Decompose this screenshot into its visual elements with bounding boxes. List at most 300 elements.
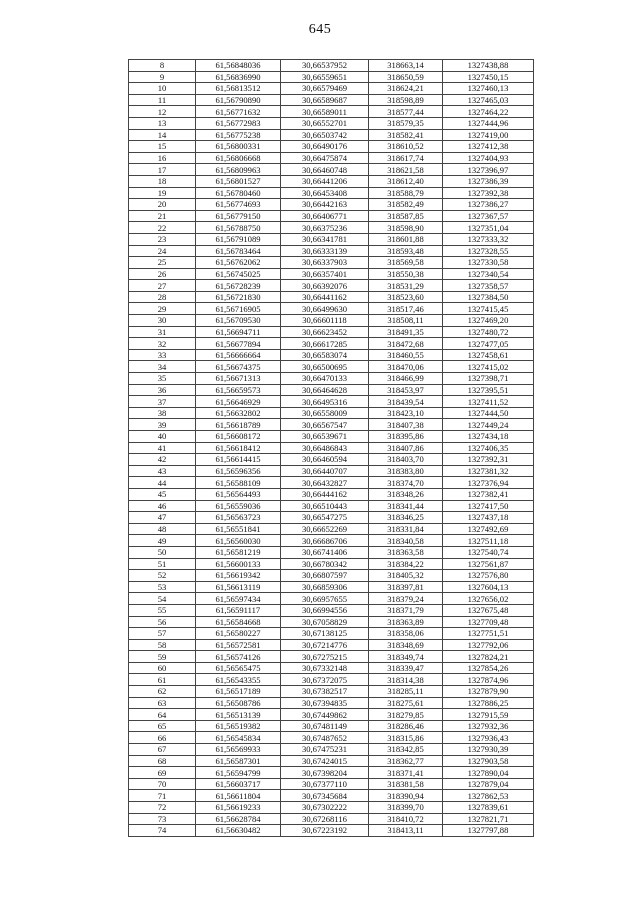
- y-coordinate-cell: 1327395,51: [443, 384, 534, 396]
- table-row: [129, 257, 534, 269]
- y-coordinate-cell: 1327561,87: [443, 558, 534, 570]
- longitude-cell: 30,67332148: [281, 662, 369, 674]
- longitude-cell: 30,66559651: [281, 71, 369, 83]
- table-row: [129, 164, 534, 176]
- table-row: [129, 546, 534, 558]
- x-coordinate-cell: 318650,59: [369, 71, 443, 83]
- longitude-cell: 30,66406771: [281, 210, 369, 222]
- table-row: [129, 686, 534, 698]
- latitude-cell: 61,56646929: [196, 396, 281, 408]
- y-coordinate-cell: 1327417,50: [443, 500, 534, 512]
- table-row: [129, 651, 534, 663]
- x-coordinate-cell: 318407,86: [369, 442, 443, 454]
- latitude-cell: 61,56574126: [196, 651, 281, 663]
- table-row: [129, 570, 534, 582]
- latitude-cell: 61,56771632: [196, 106, 281, 118]
- point-number-cell: 48: [129, 523, 196, 535]
- y-coordinate-cell: 1327930,39: [443, 744, 534, 756]
- point-number-cell: 12: [129, 106, 196, 118]
- x-coordinate-cell: 318279,85: [369, 709, 443, 721]
- x-coordinate-cell: 318286,46: [369, 720, 443, 732]
- y-coordinate-cell: 1327932,36: [443, 720, 534, 732]
- latitude-cell: 61,56848036: [196, 60, 281, 72]
- point-number-cell: 71: [129, 790, 196, 802]
- y-coordinate-cell: 1327492,69: [443, 523, 534, 535]
- longitude-cell: 30,66617285: [281, 338, 369, 350]
- latitude-cell: 61,56581219: [196, 546, 281, 558]
- point-number-cell: 38: [129, 407, 196, 419]
- latitude-cell: 61,56584668: [196, 616, 281, 628]
- table-row: [129, 349, 534, 361]
- table-row: [129, 117, 534, 129]
- table-row: [129, 523, 534, 535]
- latitude-cell: 61,56614415: [196, 454, 281, 466]
- x-coordinate-cell: 318410,72: [369, 813, 443, 825]
- y-coordinate-cell: 1327444,50: [443, 407, 534, 419]
- page-number: 645: [308, 22, 332, 37]
- longitude-cell: 30,66460748: [281, 164, 369, 176]
- table-row: [129, 697, 534, 709]
- y-coordinate-cell: 1327392,38: [443, 187, 534, 199]
- point-number-cell: 23: [129, 233, 196, 245]
- point-number-cell: 21: [129, 210, 196, 222]
- y-coordinate-cell: 1327511,18: [443, 535, 534, 547]
- latitude-cell: 61,56600133: [196, 558, 281, 570]
- x-coordinate-cell: 318399,70: [369, 802, 443, 814]
- longitude-cell: 30,66589011: [281, 106, 369, 118]
- y-coordinate-cell: 1327879,90: [443, 686, 534, 698]
- point-number-cell: 73: [129, 813, 196, 825]
- y-coordinate-cell: 1327797,88: [443, 825, 534, 837]
- longitude-cell: 30,67382517: [281, 686, 369, 698]
- longitude-cell: 30,66583074: [281, 349, 369, 361]
- y-coordinate-cell: 1327890,04: [443, 767, 534, 779]
- latitude-cell: 61,56772983: [196, 117, 281, 129]
- latitude-cell: 61,56613119: [196, 581, 281, 593]
- table-row: [129, 233, 534, 245]
- y-coordinate-cell: 1327419,00: [443, 129, 534, 141]
- longitude-cell: 30,66442163: [281, 199, 369, 211]
- point-number-cell: 50: [129, 546, 196, 558]
- latitude-cell: 61,56572581: [196, 639, 281, 651]
- longitude-cell: 30,66539671: [281, 431, 369, 443]
- x-coordinate-cell: 318587,85: [369, 210, 443, 222]
- point-number-cell: 18: [129, 175, 196, 187]
- y-coordinate-cell: 1327434,18: [443, 431, 534, 443]
- y-coordinate-cell: 1327465,03: [443, 94, 534, 106]
- table-row: [129, 442, 534, 454]
- longitude-cell: 30,67394835: [281, 697, 369, 709]
- table-row: [129, 662, 534, 674]
- point-number-cell: 32: [129, 338, 196, 350]
- y-coordinate-cell: 1327854,26: [443, 662, 534, 674]
- table-row: [129, 396, 534, 408]
- latitude-cell: 61,56677894: [196, 338, 281, 350]
- latitude-cell: 61,56603717: [196, 778, 281, 790]
- latitude-cell: 61,56517189: [196, 686, 281, 698]
- point-number-cell: 28: [129, 291, 196, 303]
- latitude-cell: 61,56618789: [196, 419, 281, 431]
- point-number-cell: 31: [129, 326, 196, 338]
- latitude-cell: 61,56619342: [196, 570, 281, 582]
- x-coordinate-cell: 318371,41: [369, 767, 443, 779]
- longitude-cell: 30,67424015: [281, 755, 369, 767]
- table-row: [129, 419, 534, 431]
- x-coordinate-cell: 318453,97: [369, 384, 443, 396]
- y-coordinate-cell: 1327340,54: [443, 268, 534, 280]
- y-coordinate-cell: 1327412,38: [443, 141, 534, 153]
- longitude-cell: 30,66859306: [281, 581, 369, 593]
- latitude-cell: 61,56597434: [196, 593, 281, 605]
- latitude-cell: 61,56836990: [196, 71, 281, 83]
- point-number-cell: 40: [129, 431, 196, 443]
- table-row: [129, 303, 534, 315]
- point-number-cell: 15: [129, 141, 196, 153]
- y-coordinate-cell: 1327469,20: [443, 315, 534, 327]
- x-coordinate-cell: 318348,26: [369, 488, 443, 500]
- x-coordinate-cell: 318569,58: [369, 257, 443, 269]
- x-coordinate-cell: 318371,79: [369, 604, 443, 616]
- point-number-cell: 65: [129, 720, 196, 732]
- y-coordinate-cell: 1327367,57: [443, 210, 534, 222]
- point-number-cell: 54: [129, 593, 196, 605]
- y-coordinate-cell: 1327406,35: [443, 442, 534, 454]
- y-coordinate-cell: 1327351,04: [443, 222, 534, 234]
- y-coordinate-cell: 1327386,39: [443, 175, 534, 187]
- table-row: [129, 199, 534, 211]
- table-row: [129, 94, 534, 106]
- y-coordinate-cell: 1327411,52: [443, 396, 534, 408]
- latitude-cell: 61,56630482: [196, 825, 281, 837]
- longitude-cell: 30,66503742: [281, 129, 369, 141]
- x-coordinate-cell: 318275,61: [369, 697, 443, 709]
- x-coordinate-cell: 318348,69: [369, 639, 443, 651]
- point-number-cell: 20: [129, 199, 196, 211]
- x-coordinate-cell: 318413,11: [369, 825, 443, 837]
- longitude-cell: 30,66440707: [281, 465, 369, 477]
- y-coordinate-cell: 1327839,61: [443, 802, 534, 814]
- point-number-cell: 60: [129, 662, 196, 674]
- table-row: [129, 604, 534, 616]
- y-coordinate-cell: 1327862,53: [443, 790, 534, 802]
- x-coordinate-cell: 318466,99: [369, 373, 443, 385]
- longitude-cell: 30,66499630: [281, 303, 369, 315]
- x-coordinate-cell: 318403,70: [369, 454, 443, 466]
- x-coordinate-cell: 318610,52: [369, 141, 443, 153]
- table-row: [129, 141, 534, 153]
- point-number-cell: 57: [129, 628, 196, 640]
- latitude-cell: 61,56774693: [196, 199, 281, 211]
- table-row: [129, 83, 534, 95]
- y-coordinate-cell: 1327540,74: [443, 546, 534, 558]
- x-coordinate-cell: 318395,86: [369, 431, 443, 443]
- y-coordinate-cell: 1327576,80: [443, 570, 534, 582]
- longitude-cell: 30,67345684: [281, 790, 369, 802]
- x-coordinate-cell: 318381,58: [369, 778, 443, 790]
- y-coordinate-cell: 1327449,24: [443, 419, 534, 431]
- latitude-cell: 61,56632802: [196, 407, 281, 419]
- latitude-cell: 61,56519382: [196, 720, 281, 732]
- y-coordinate-cell: 1327415,02: [443, 361, 534, 373]
- table-row: [129, 628, 534, 640]
- y-coordinate-cell: 1327460,13: [443, 83, 534, 95]
- longitude-cell: 30,66623452: [281, 326, 369, 338]
- longitude-cell: 30,66807597: [281, 570, 369, 582]
- longitude-cell: 30,67487652: [281, 732, 369, 744]
- y-coordinate-cell: 1327376,94: [443, 477, 534, 489]
- y-coordinate-cell: 1327915,59: [443, 709, 534, 721]
- point-number-cell: 22: [129, 222, 196, 234]
- x-coordinate-cell: 318363,58: [369, 546, 443, 558]
- latitude-cell: 61,56745025: [196, 268, 281, 280]
- table-row: [129, 407, 534, 419]
- latitude-cell: 61,56779150: [196, 210, 281, 222]
- x-coordinate-cell: 318523,60: [369, 291, 443, 303]
- latitude-cell: 61,56694711: [196, 326, 281, 338]
- x-coordinate-cell: 318315,86: [369, 732, 443, 744]
- latitude-cell: 61,56594799: [196, 767, 281, 779]
- longitude-cell: 30,66652269: [281, 523, 369, 535]
- point-number-cell: 47: [129, 512, 196, 524]
- point-number-cell: 35: [129, 373, 196, 385]
- table-row: [129, 778, 534, 790]
- longitude-cell: 30,67058829: [281, 616, 369, 628]
- longitude-cell: 30,66567547: [281, 419, 369, 431]
- x-coordinate-cell: 318601,88: [369, 233, 443, 245]
- y-coordinate-cell: 1327751,51: [443, 628, 534, 640]
- x-coordinate-cell: 318285,11: [369, 686, 443, 698]
- point-number-cell: 37: [129, 396, 196, 408]
- latitude-cell: 61,56587301: [196, 755, 281, 767]
- table-row: [129, 60, 534, 72]
- table-row: [129, 813, 534, 825]
- table-row: [129, 535, 534, 547]
- latitude-cell: 61,56596356: [196, 465, 281, 477]
- latitude-cell: 61,56611804: [196, 790, 281, 802]
- y-coordinate-cell: 1327903,58: [443, 755, 534, 767]
- x-coordinate-cell: 318621,58: [369, 164, 443, 176]
- coordinates-table: [128, 59, 534, 837]
- table-row: [129, 268, 534, 280]
- longitude-cell: 30,66341781: [281, 233, 369, 245]
- longitude-cell: 30,67275215: [281, 651, 369, 663]
- x-coordinate-cell: 318577,44: [369, 106, 443, 118]
- point-number-cell: 66: [129, 732, 196, 744]
- x-coordinate-cell: 318331,84: [369, 523, 443, 535]
- latitude-cell: 61,56560030: [196, 535, 281, 547]
- y-coordinate-cell: 1327396,97: [443, 164, 534, 176]
- table-row: [129, 315, 534, 327]
- table-row: [129, 558, 534, 570]
- table-row: [129, 674, 534, 686]
- latitude-cell: 61,56580227: [196, 628, 281, 640]
- table-row: [129, 291, 534, 303]
- table-row: [129, 488, 534, 500]
- point-number-cell: 56: [129, 616, 196, 628]
- table-row: [129, 454, 534, 466]
- latitude-cell: 61,56543355: [196, 674, 281, 686]
- point-number-cell: 53: [129, 581, 196, 593]
- y-coordinate-cell: 1327398,71: [443, 373, 534, 385]
- longitude-cell: 30,66500695: [281, 361, 369, 373]
- point-number-cell: 8: [129, 60, 196, 72]
- latitude-cell: 61,56588109: [196, 477, 281, 489]
- longitude-cell: 30,67475231: [281, 744, 369, 756]
- x-coordinate-cell: 318470,06: [369, 361, 443, 373]
- longitude-cell: 30,67223192: [281, 825, 369, 837]
- table-row: [129, 280, 534, 292]
- longitude-cell: 30,67377110: [281, 778, 369, 790]
- longitude-cell: 30,66357401: [281, 268, 369, 280]
- point-number-cell: 70: [129, 778, 196, 790]
- table-row: [129, 720, 534, 732]
- latitude-cell: 61,56564493: [196, 488, 281, 500]
- table-row: [129, 767, 534, 779]
- point-number-cell: 49: [129, 535, 196, 547]
- longitude-cell: 30,66441162: [281, 291, 369, 303]
- y-coordinate-cell: 1327879,04: [443, 778, 534, 790]
- x-coordinate-cell: 318579,35: [369, 117, 443, 129]
- latitude-cell: 61,56565475: [196, 662, 281, 674]
- y-coordinate-cell: 1327936,43: [443, 732, 534, 744]
- x-coordinate-cell: 318379,24: [369, 593, 443, 605]
- x-coordinate-cell: 318340,58: [369, 535, 443, 547]
- latitude-cell: 61,56790890: [196, 94, 281, 106]
- longitude-cell: 30,67481149: [281, 720, 369, 732]
- point-number-cell: 11: [129, 94, 196, 106]
- point-number-cell: 30: [129, 315, 196, 327]
- point-number-cell: 26: [129, 268, 196, 280]
- y-coordinate-cell: 1327675,48: [443, 604, 534, 616]
- x-coordinate-cell: 318314,38: [369, 674, 443, 686]
- point-number-cell: 69: [129, 767, 196, 779]
- latitude-cell: 61,56791089: [196, 233, 281, 245]
- y-coordinate-cell: 1327384,50: [443, 291, 534, 303]
- table-row: [129, 152, 534, 164]
- point-number-cell: 61: [129, 674, 196, 686]
- longitude-cell: 30,66490176: [281, 141, 369, 153]
- point-number-cell: 42: [129, 454, 196, 466]
- y-coordinate-cell: 1327709,48: [443, 616, 534, 628]
- latitude-cell: 61,56806668: [196, 152, 281, 164]
- x-coordinate-cell: 318598,89: [369, 94, 443, 106]
- longitude-cell: 30,67302222: [281, 802, 369, 814]
- latitude-cell: 61,56775238: [196, 129, 281, 141]
- y-coordinate-cell: 1327358,57: [443, 280, 534, 292]
- longitude-cell: 30,66547275: [281, 512, 369, 524]
- y-coordinate-cell: 1327392,31: [443, 454, 534, 466]
- latitude-cell: 61,56563723: [196, 512, 281, 524]
- x-coordinate-cell: 318582,49: [369, 199, 443, 211]
- latitude-cell: 61,56721830: [196, 291, 281, 303]
- x-coordinate-cell: 318460,55: [369, 349, 443, 361]
- latitude-cell: 61,56619233: [196, 802, 281, 814]
- x-coordinate-cell: 318349,74: [369, 651, 443, 663]
- point-number-cell: 44: [129, 477, 196, 489]
- table-row: [129, 361, 534, 373]
- longitude-cell: 30,66486843: [281, 442, 369, 454]
- longitude-cell: 30,66589687: [281, 94, 369, 106]
- latitude-cell: 61,56813512: [196, 83, 281, 95]
- latitude-cell: 61,56783464: [196, 245, 281, 257]
- table-row: [129, 581, 534, 593]
- x-coordinate-cell: 318472,68: [369, 338, 443, 350]
- longitude-cell: 30,66464628: [281, 384, 369, 396]
- point-number-cell: 43: [129, 465, 196, 477]
- y-coordinate-cell: 1327444,96: [443, 117, 534, 129]
- table-row: [129, 175, 534, 187]
- x-coordinate-cell: 318405,32: [369, 570, 443, 582]
- latitude-cell: 61,56513139: [196, 709, 281, 721]
- longitude-cell: 30,66470133: [281, 373, 369, 385]
- longitude-cell: 30,66432827: [281, 477, 369, 489]
- point-number-cell: 41: [129, 442, 196, 454]
- y-coordinate-cell: 1327333,32: [443, 233, 534, 245]
- longitude-cell: 30,67214776: [281, 639, 369, 651]
- x-coordinate-cell: 318517,46: [369, 303, 443, 315]
- longitude-cell: 30,66558009: [281, 407, 369, 419]
- latitude-cell: 61,56709530: [196, 315, 281, 327]
- latitude-cell: 61,56608172: [196, 431, 281, 443]
- point-number-cell: 19: [129, 187, 196, 199]
- longitude-cell: 30,66552701: [281, 117, 369, 129]
- x-coordinate-cell: 318612,40: [369, 175, 443, 187]
- x-coordinate-cell: 318363,89: [369, 616, 443, 628]
- point-number-cell: 63: [129, 697, 196, 709]
- table-row: [129, 709, 534, 721]
- y-coordinate-cell: 1327450,15: [443, 71, 534, 83]
- y-coordinate-cell: 1327458,61: [443, 349, 534, 361]
- latitude-cell: 61,56800331: [196, 141, 281, 153]
- table-row: [129, 593, 534, 605]
- table-row: [129, 384, 534, 396]
- point-number-cell: 59: [129, 651, 196, 663]
- y-coordinate-cell: 1327464,22: [443, 106, 534, 118]
- table-row: [129, 245, 534, 257]
- point-number-cell: 72: [129, 802, 196, 814]
- point-number-cell: 74: [129, 825, 196, 837]
- table-row: [129, 373, 534, 385]
- longitude-cell: 30,66495316: [281, 396, 369, 408]
- longitude-cell: 30,66441206: [281, 175, 369, 187]
- point-number-cell: 62: [129, 686, 196, 698]
- x-coordinate-cell: 318346,25: [369, 512, 443, 524]
- point-number-cell: 16: [129, 152, 196, 164]
- longitude-cell: 30,66686706: [281, 535, 369, 547]
- x-coordinate-cell: 318588,79: [369, 187, 443, 199]
- table-row: [129, 512, 534, 524]
- table-row: [129, 732, 534, 744]
- y-coordinate-cell: 1327404,93: [443, 152, 534, 164]
- point-number-cell: 58: [129, 639, 196, 651]
- longitude-cell: 30,66333139: [281, 245, 369, 257]
- latitude-cell: 61,56659573: [196, 384, 281, 396]
- point-number-cell: 34: [129, 361, 196, 373]
- y-coordinate-cell: 1327792,06: [443, 639, 534, 651]
- table-row: [129, 639, 534, 651]
- x-coordinate-cell: 318663,14: [369, 60, 443, 72]
- table-row: [129, 106, 534, 118]
- longitude-cell: 30,66453408: [281, 187, 369, 199]
- point-number-cell: 29: [129, 303, 196, 315]
- y-coordinate-cell: 1327382,41: [443, 488, 534, 500]
- x-coordinate-cell: 318439,54: [369, 396, 443, 408]
- table-row: [129, 755, 534, 767]
- longitude-cell: 30,66957655: [281, 593, 369, 605]
- point-number-cell: 51: [129, 558, 196, 570]
- y-coordinate-cell: 1327381,32: [443, 465, 534, 477]
- x-coordinate-cell: 318624,21: [369, 83, 443, 95]
